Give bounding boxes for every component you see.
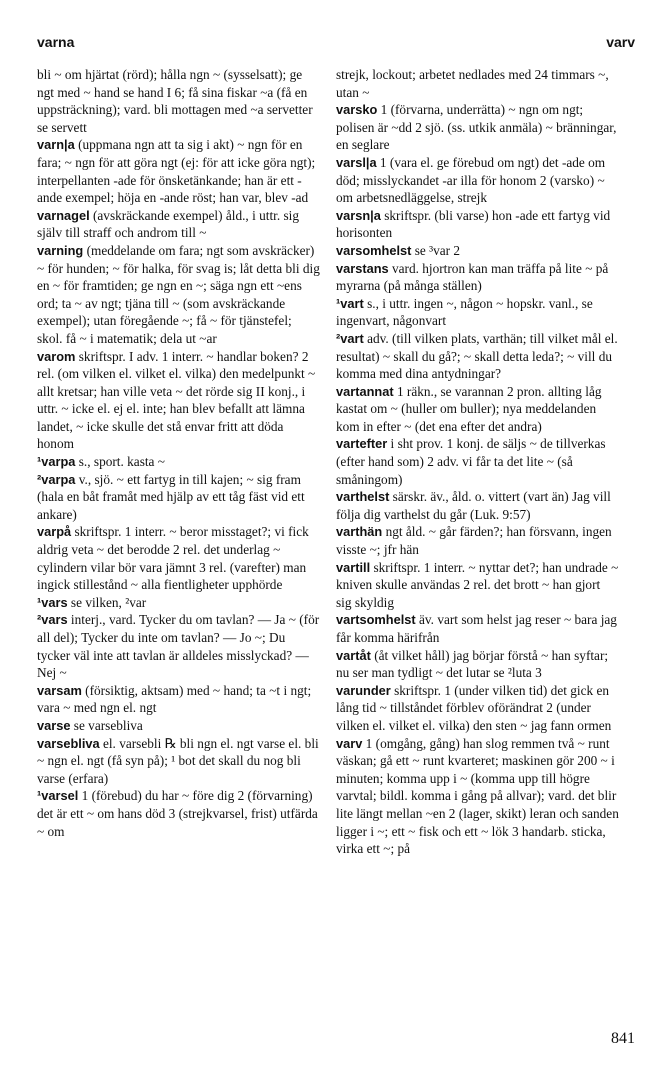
entry-text: bli ~ om hjärtat (rörd); hålla ngn ~ (sysselsatt); ge ngt med ~ hand se hand I 6; få sina fiskar ~a (få en uppsträckning); vard. bli mottagen med ~a servetter se servett [37, 67, 313, 135]
headword: varsebliva [37, 735, 100, 751]
dictionary-entry [37, 735, 320, 788]
guide-word-left: varna [37, 34, 75, 50]
dictionary-entry [37, 348, 320, 454]
dictionary-entry [336, 207, 619, 242]
entry-text: (åt vilket håll) jag börjar förstå ~ han syftar; nu ser man tydligt ~ det lutar se ²luta 3 [336, 647, 609, 681]
dictionary-entry [37, 787, 320, 840]
headword: varv [336, 735, 363, 751]
dictionary-entry [37, 242, 320, 348]
headword: varunder [336, 682, 391, 698]
entry-text: vard. hjortron kan man träffa på lite ~ på myrarna (på många ställen) [336, 260, 609, 294]
headword: varsko [336, 102, 378, 118]
entry-text: (avskräckande exempel) åld., i uttr. sig själv till straff och androm till ~ [37, 207, 299, 241]
dictionary-entry [37, 523, 320, 593]
entry-text: v., sjö. ~ ett fartyg in till kajen; ~ sig fram (hala en båt framåt med hjälp av ett tåg fäst vid ett ankare) [37, 471, 305, 522]
entry-text: 1 räkn., se varannan 2 pron. allting låg kastat om ~ (huller om buller); nya meddelanden kom in efter ~ (det ena efter det andra) [336, 383, 602, 434]
headword: varom [37, 348, 76, 364]
entry-text: 1 (vara el. ge förebud om ngt) det -ade om död; misslyckandet -ar illa för honom 2 (varsko) ~ om arbetsnedläggelse, strejk [336, 154, 606, 206]
headword: vartsomhelst [336, 612, 416, 628]
dictionary-entry [336, 559, 619, 612]
dictionary-entry [336, 523, 619, 558]
headword: varthän [336, 524, 383, 540]
dictionary-entry [37, 594, 320, 612]
dictionary-entry [336, 647, 619, 682]
headword: ²varpa [37, 471, 76, 487]
left-column [37, 66, 320, 840]
guide-word-right: varv [606, 34, 635, 50]
headword: varning [37, 242, 84, 258]
headword: varsam [37, 682, 82, 698]
dictionary-entry [336, 435, 619, 488]
entry-text: interj., vard. Tycker du om tavlan? — Ja ~ (för all del); Tycker du inte om tavlan? — Jo ~; Du tycker väl inte att tavlan är alldeles misslyckad? — Nej ~ [37, 612, 320, 681]
headword: vartåt [336, 647, 371, 663]
entry-text: strejk, lockout; arbetet nedlades med 24 timmars ~, utan ~ [336, 67, 609, 100]
headword: varpå [37, 524, 72, 540]
dictionary-entry [37, 717, 320, 735]
entry-text: skriftspr. 1 interr. ~ beror misstaget?; vi fick aldrig veta ~ det berodde 2 rel. det underlag ~ cylindern vilar bör vara jämnt 3 rel. (varefter) man ingick stillestånd ~ alla fientligheter upphörde [37, 524, 309, 593]
entry-text: skriftspr. I adv. 1 interr. ~ handlar boken? 2 rel. (om vilken el. vilket el. vilka) den medelpunkt ~ allt kretsar; han ville veta ~ det rörde sig II konj., i uttr. ~ icke el. ej el. inte; han blev befallt att lämna landet, ~ icke skulle det stå envar fritt att döda honom [37, 348, 316, 452]
entry-text: s., i uttr. ingen ~, någon ~ hopskr. vanl., se ingenvart, någonvart [336, 295, 593, 329]
dictionary-entry [336, 682, 619, 735]
dictionary-entry [336, 242, 619, 260]
right-column [336, 66, 619, 858]
entry-text: (meddelande om fara; ngt som avskräcker) ~ för hunden; ~ för halka, för svag is; låt detta bli dig en ~ för framtiden; ge ngn en ~; säga ngn ett ~ens ord; ta ~ av ngt; tjäna till ~ (som avskräckande exempel); utan föregående ~; få ~ för tjänstefel; skol. få ~ i matematik; dela ut ~ar [37, 242, 320, 346]
entry-text: s., sport. kasta ~ [78, 454, 165, 470]
headword: ²vart [336, 330, 364, 346]
dictionary-entry [336, 735, 619, 858]
headword: varthelst [336, 489, 390, 505]
entry-text: 1 (omgång, gång) han slog remmen två ~ runt väskan; gå ett ~ runt kvarteret; maskinen gör 200 ~ i minuten; komma upp i ~ (komma upp till högre varvtal; bildl. komma i gång på allvar); vard. det blir lite längt mellan ~en 2 (lager, skikt) leran och sanden ligger i ~; ett ~ fisk och ett ~ lök 3 handarb. sticka, virka ett ~; på [336, 735, 619, 857]
dictionary-entry [336, 488, 619, 523]
entry-text: ngt åld. ~ går färden?; han försvann, ingen visste ~; jfr hän [336, 524, 612, 558]
headword: varsn|a [336, 207, 381, 223]
entry-text: skriftspr. (bli varse) hon -ade ett fartyg vid horisonten [336, 207, 611, 241]
dictionary-entry [336, 330, 619, 383]
dictionary-entry [336, 383, 619, 436]
dictionary-entry [37, 453, 320, 471]
headword: varse [37, 717, 71, 733]
headword: varstans [336, 260, 389, 276]
dictionary-entry [37, 136, 320, 206]
entry-text: 1 (förebud) du har ~ före dig 2 (förvarning) det är ett ~ om hans död 3 (strejkvarsel, frist) utfärda ~ om [37, 788, 318, 839]
dictionary-entry [336, 101, 619, 154]
page-number: 841 [611, 1030, 635, 1047]
dictionary-entry [336, 66, 619, 101]
entry-text: (uppmana ngn att ta sig i akt) ~ ngn för en fara; ~ ngn för att göra ngt (ej: för att icke göra ngt); interpellanten -ade för önsketänkande; han är ett -ande exempel; höja en -ande röst; han var, blev -ad [37, 137, 316, 206]
entry-text: särskr. äv., åld. o. vittert (vart än) Jag vill följa dig varthelst du går (Luk. 9:57) [336, 489, 611, 522]
entry-text: skriftspr. 1 interr. ~ nyttar det?; han undrade ~ kniven skulle användas 2 rel. det brott ~ han gjort sig skyldig [336, 559, 619, 610]
entry-text: adv. (till vilken plats, varthän; till vilket mål el. resultat) ~ skall du gå?; ~ skall detta leda?; ~ vill du komma med dina antydningar? [336, 330, 618, 382]
entry-text: 1 (förvarna, underrätta) ~ ngn om ngt; polisen är ~dd 2 sjö. (ss. utkik anmäla) ~ bränningar, en seglare [336, 102, 617, 153]
dictionary-entry [336, 260, 619, 295]
headword: vartill [336, 559, 371, 575]
headword: varsomhelst [336, 242, 412, 258]
headword: ¹vars [37, 594, 68, 610]
dictionary-entry [37, 66, 320, 136]
headword: ¹varsel [37, 788, 79, 804]
headword: ¹vart [336, 295, 364, 311]
dictionary-entry [336, 295, 619, 330]
entry-text: se varsebliva [73, 717, 143, 733]
headword: varn|a [37, 137, 75, 153]
headword: varnagel [37, 207, 90, 223]
entry-text: se vilken, ²var [70, 594, 147, 610]
dictionary-entry [336, 154, 619, 207]
entry-text: i sht prov. 1 konj. de säljs ~ de tillverkas (efter hand som) 2 adv. vi får ta det lite ~ (så småningom) [336, 436, 606, 487]
entry-text: el. varsebli ℞ bli ngn el. ngt varse el. bli ~ ngn el. ngt (få syn på); ¹ bot det skall du nog bli varse (erfara) [37, 735, 319, 786]
headword: ¹varpa [37, 454, 76, 470]
entry-text: se ³var 2 [414, 242, 461, 258]
entry-text: äv. vart som helst jag reser ~ bara jag får komma härifrån [336, 612, 617, 645]
dictionary-entry [37, 611, 320, 681]
headword: varsl|a [336, 154, 377, 170]
headword: ²vars [37, 612, 68, 628]
dictionary-entry [37, 682, 320, 717]
dictionary-entry [37, 207, 320, 242]
dictionary-entry [336, 611, 619, 646]
headword: vartefter [336, 436, 388, 452]
headword: vartannat [336, 383, 394, 399]
dictionary-entry [37, 471, 320, 524]
entry-text: skriftspr. 1 (under vilken tid) det gick en lång tid ~ tillståndet förblev oförändrat 2 (under vilken el. vilket el. vilka) den sten ~ jag fann ormen [336, 682, 612, 733]
entry-text: (försiktig, aktsam) med ~ hand; ta ~t i ngt; vara ~ med ngn el. ngt [37, 682, 312, 716]
